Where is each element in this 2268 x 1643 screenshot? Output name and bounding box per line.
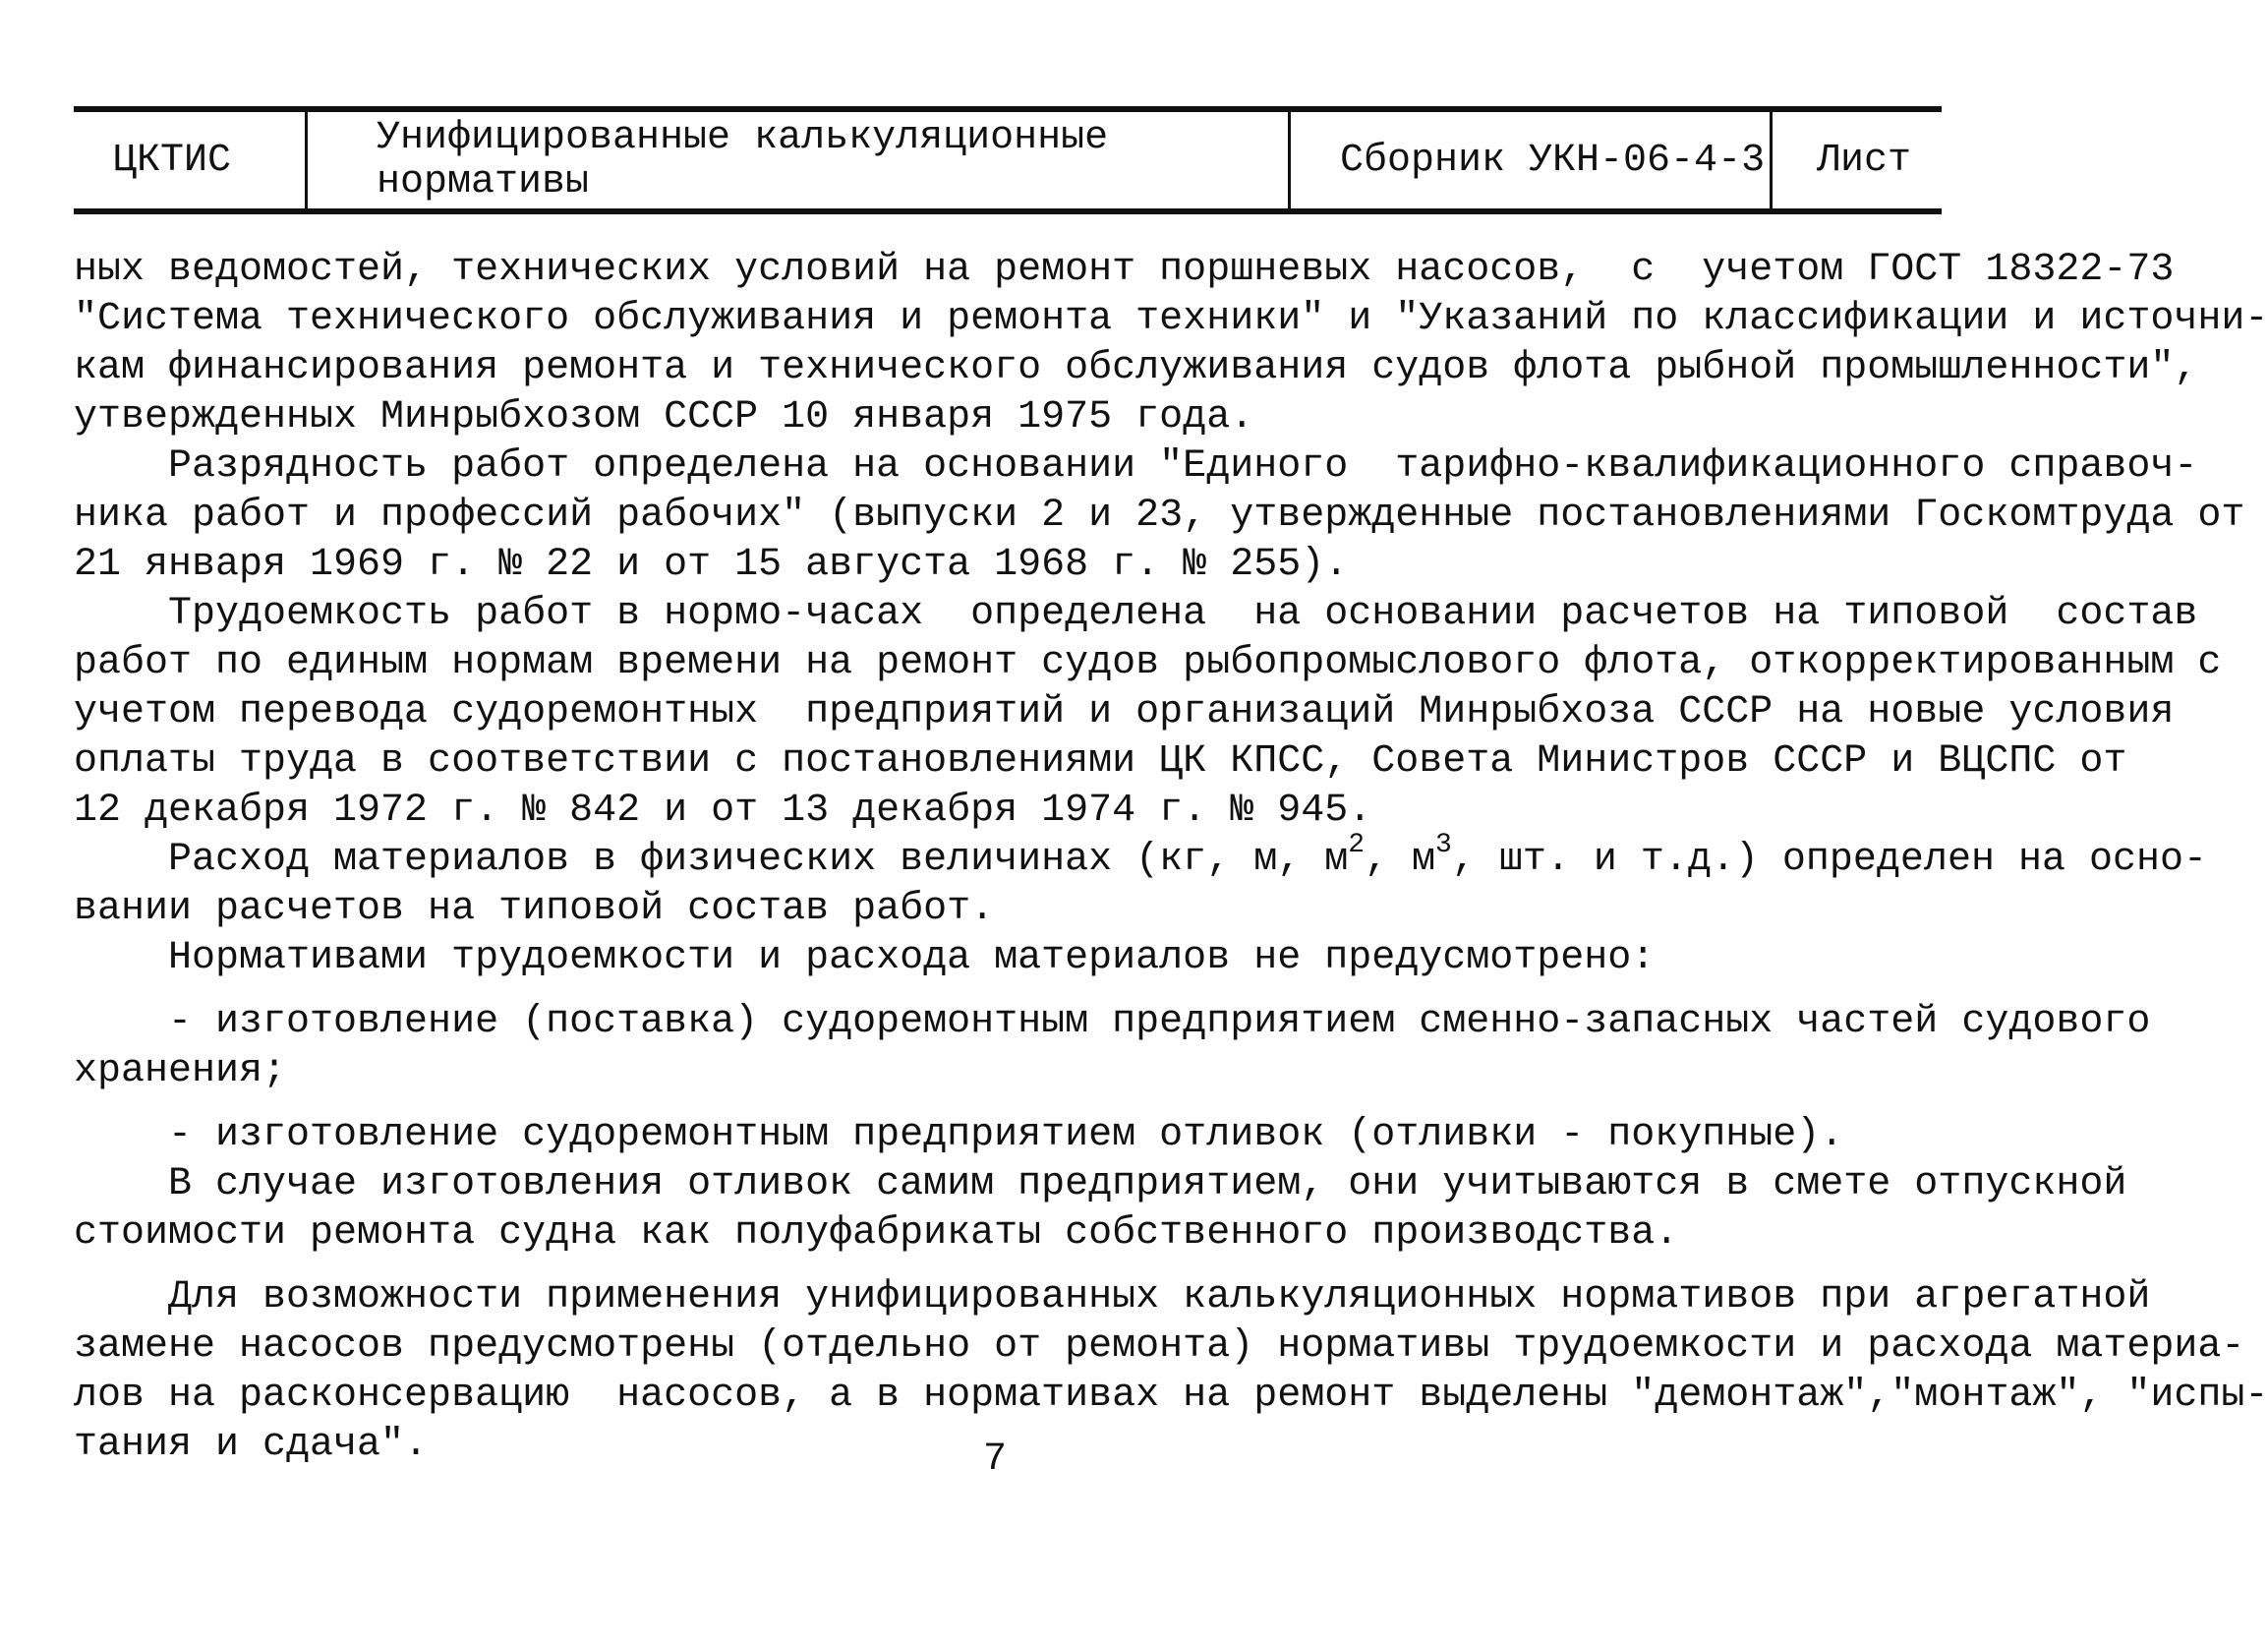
materials-part3: , шт. и т.д.) определен на осно- [1451,838,2207,882]
header-sheet: Лист [1770,112,1942,208]
text-line: стоимости ремонта судна как полуфабрикаты собственного производства. [74,1211,1679,1256]
text-line: 21 января 1969 г. № 22 и от 15 августа 1968 г. № 255). [74,543,1349,587]
text-line: ных ведомостей, технических условий на ремонт поршневых насосов, с учетом ГОСТ 18322-73 [74,248,2175,292]
text-line: учетом перевода судоремонтных предприятий и организаций Минрыбхоза СССР на новые условия [74,690,2175,734]
text-line: ника работ и профессий рабочих" (выпуски 2 и 23, утвержденные постановлениями Госкомтруда от [74,494,2245,538]
text-line: замене насосов предусмотрены (отдельно от ремонта) нормативы трудоемкости и расхода материа- [74,1324,2245,1369]
text-line: работ по единым нормам времени на ремонт судов рыбопромыслового флота, откорректированным с [74,641,2222,685]
text-line: Трудоемкость работ в нормо-часах определена на основании расчетов на типовой состав [74,592,2198,636]
materials-part2: , м [1365,838,1436,882]
text-line: хранения; [74,1049,287,1093]
text-line: - изготовление судоремонтным предприятием отливок (отливки - покупные). [74,1113,1844,1157]
page-number: 7 [983,1438,1008,1482]
materials-part1: Расход материалов в физических величинах (кг, м, м [74,838,1349,882]
text-line: 12 декабря 1972 г. № 842 и от 13 декабря 1974 г. № 945. [74,789,1372,833]
text-line: "Система технического обслуживания и ремонта техники" и "Указаний по классификации и источни- [74,297,2268,341]
header-org: ЦКТИС [113,138,232,183]
superscript-3: 3 [1435,829,1452,860]
text-line: вании расчетов на типовой состав работ. [74,887,995,931]
header-collection: Сборник УКН-06-4-3 [1288,112,1770,208]
text-line: лов на расконсервацию насосов, а в нормативах на ремонт выделены "демонтаж","монтаж", "испы- [74,1374,2268,1418]
text-line: кам финансирования ремонта и технического обслуживания судов флота рыбной промышленности", [74,346,2198,390]
header-title: Унифицированные калькуляционные нормативы [305,112,1288,208]
materials-line [74,829,2207,885]
document-body [74,246,2268,1470]
text-line: Разрядность работ определена на основании "Единого тарифно-квалификационного справоч- [74,444,2198,489]
text-line: В случае изготовления отливок самим предприятием, они учитываются в смете отпускной [74,1162,2127,1206]
text-line: тания и сдача". [74,1423,429,1467]
document-header [74,106,1942,214]
text-line: утвержденных Минрыбхозом СССР 10 января 1975 года. [74,395,1254,440]
text-line: Нормативами трудоемкости и расхода материалов не предусмотрено: [74,936,1656,980]
superscript-2: 2 [1348,829,1366,860]
text-line: - изготовление (поставка) судоремонтным предприятием сменно-запасных частей судового [74,1000,2151,1044]
text-line: Для возможности применения унифицированных калькуляционных нормативов при агрегатной [74,1275,2151,1320]
text-line: оплаты труда в соответствии с постановлениями ЦК КПСС, Совета Министров СССР и ВЦСПС от [74,739,2127,784]
